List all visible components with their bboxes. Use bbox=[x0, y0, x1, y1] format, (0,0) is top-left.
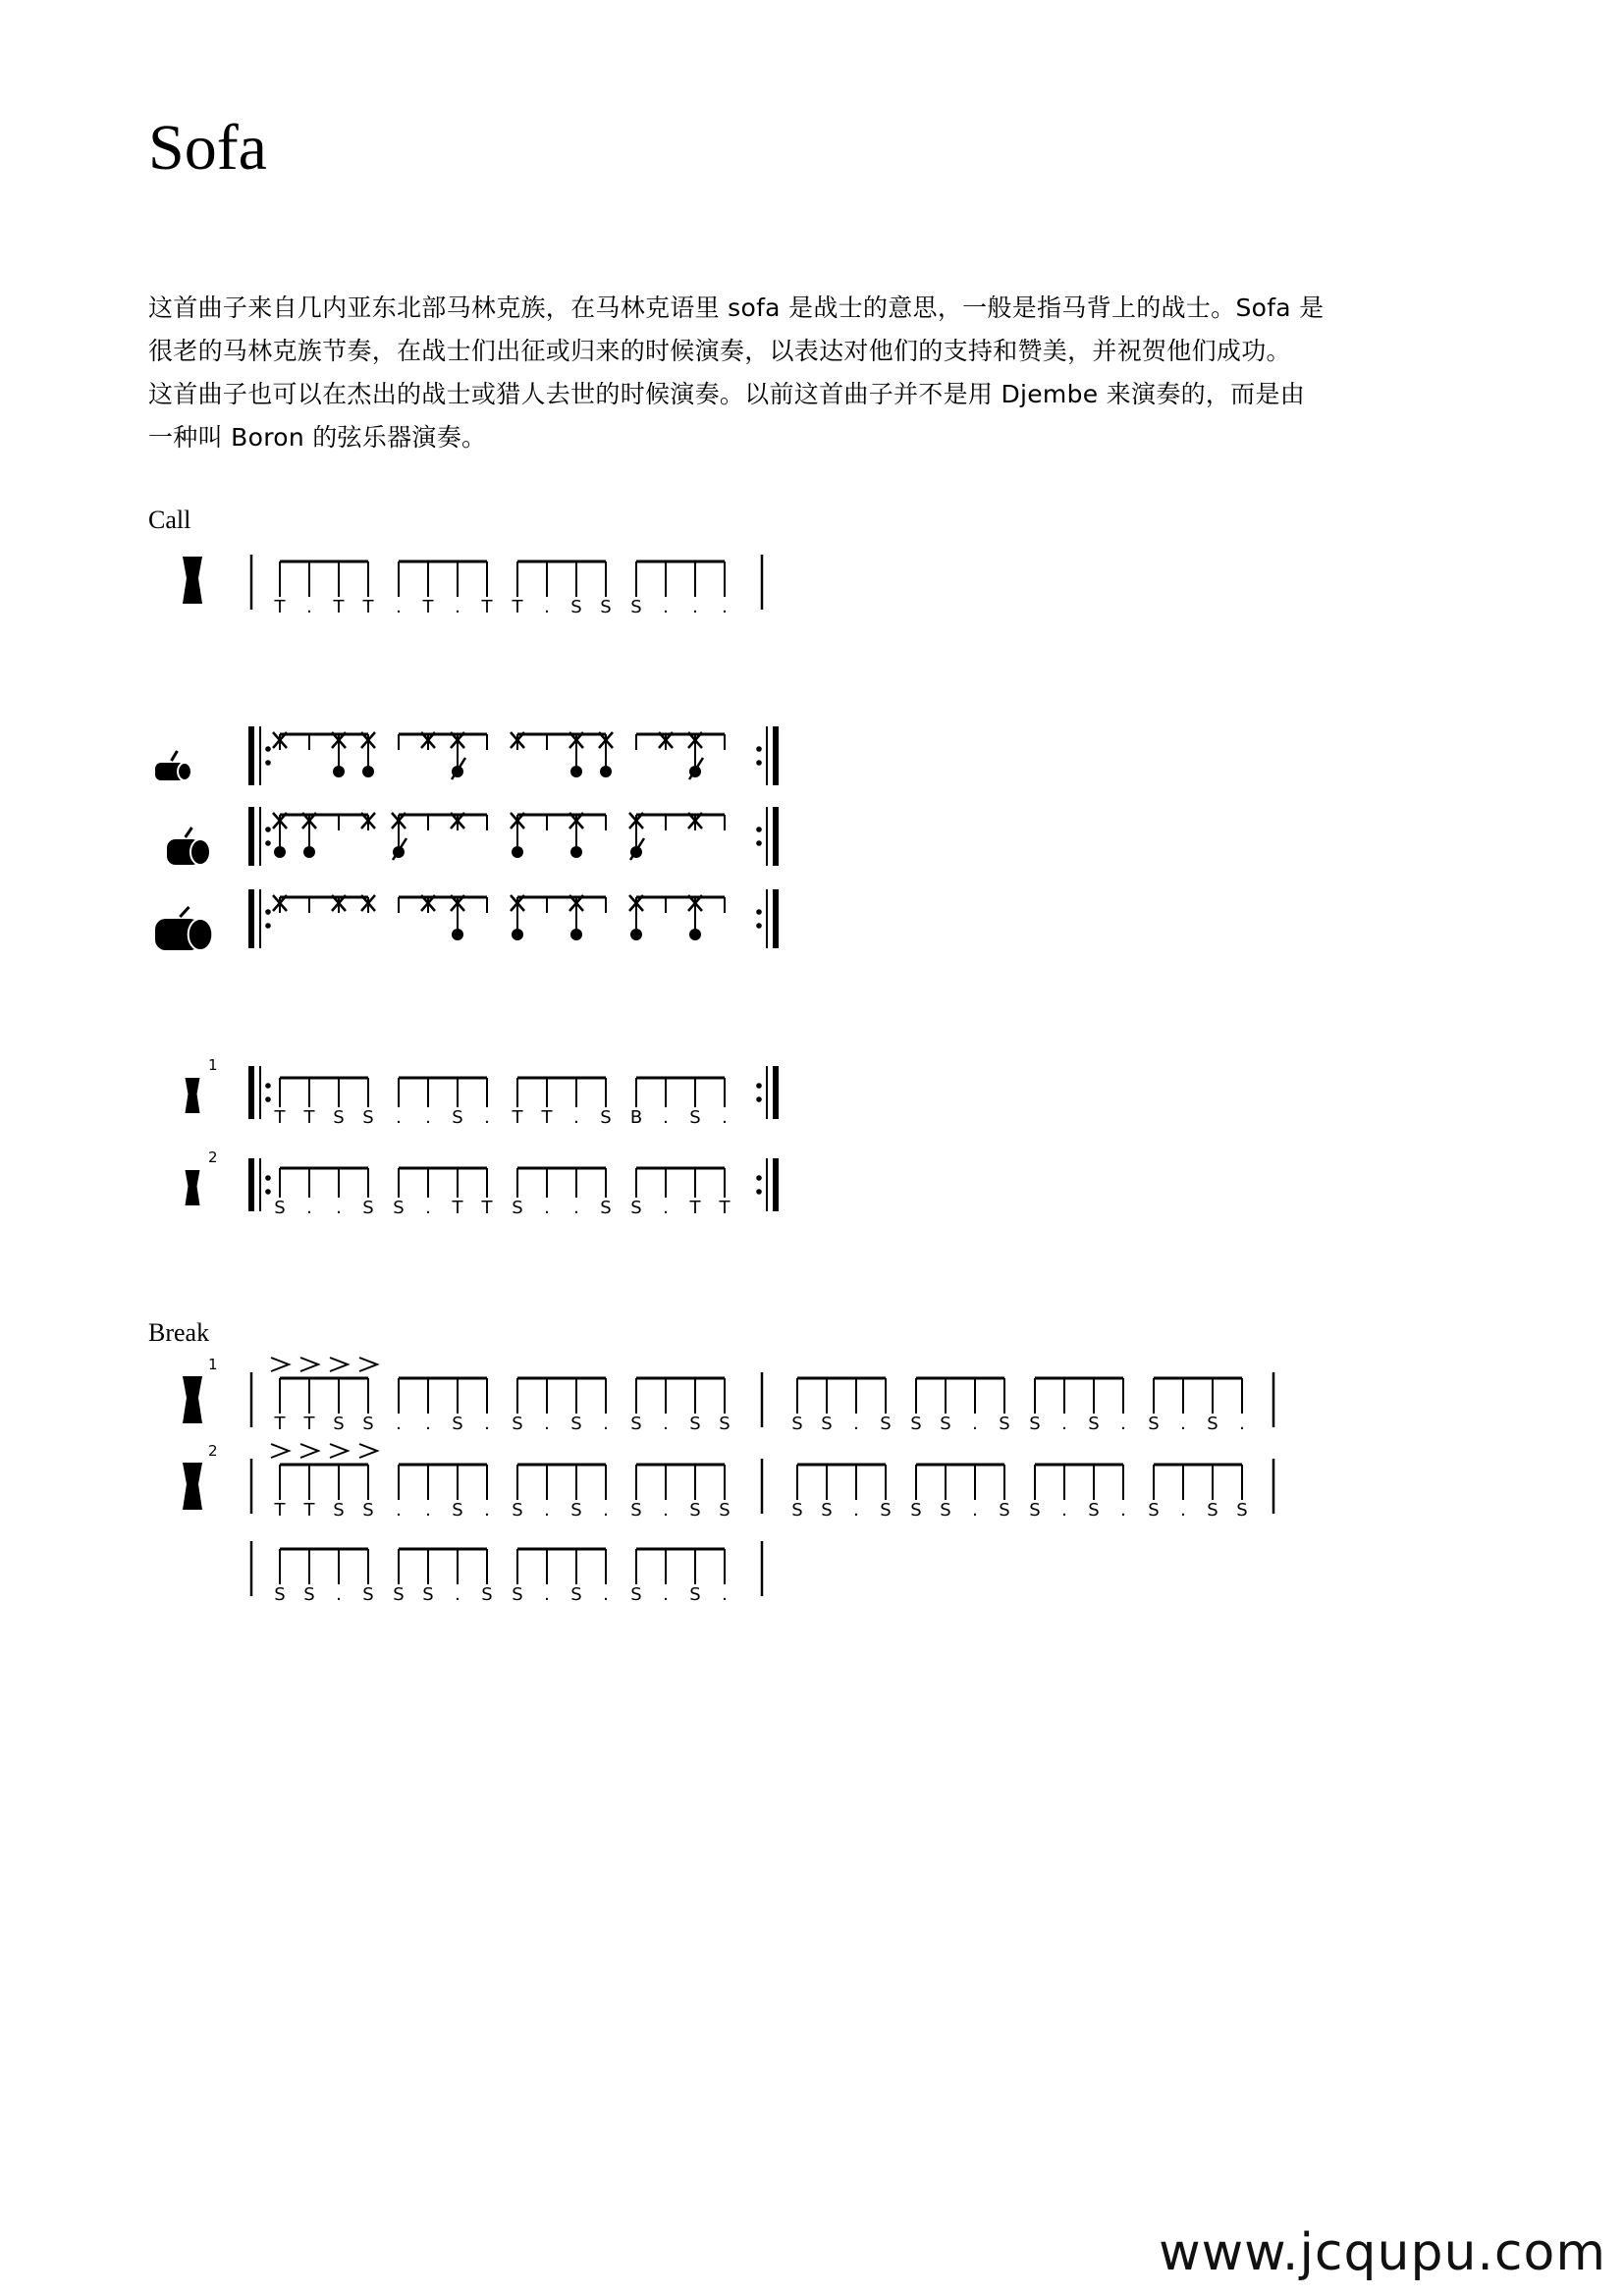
stroke-label: S bbox=[630, 1414, 642, 1434]
stroke-label: . bbox=[853, 1414, 859, 1434]
stroke-label: . bbox=[603, 1414, 609, 1434]
stroke-label: T bbox=[452, 1198, 463, 1218]
stroke-label: S bbox=[600, 1107, 612, 1128]
stroke-label: . bbox=[573, 1107, 579, 1128]
stroke-label: S bbox=[362, 1500, 374, 1521]
stroke-label: T bbox=[274, 1414, 286, 1434]
stroke-label: S bbox=[570, 1584, 582, 1605]
stroke-label: . bbox=[603, 1584, 609, 1605]
stroke-label: S bbox=[1088, 1500, 1100, 1521]
stroke-label: T bbox=[274, 597, 286, 617]
stroke-label: T bbox=[303, 1107, 315, 1128]
stroke-label: T bbox=[541, 1107, 553, 1128]
stroke-label: S bbox=[1029, 1500, 1041, 1521]
stroke-label: . bbox=[972, 1414, 978, 1434]
stroke-label: S bbox=[362, 1584, 374, 1605]
stroke-label: S bbox=[940, 1414, 951, 1434]
open-note bbox=[570, 846, 582, 858]
stroke-label: S bbox=[630, 1584, 642, 1605]
stroke-label: S bbox=[880, 1500, 892, 1521]
accent-mark bbox=[359, 1358, 377, 1371]
open-note bbox=[630, 929, 642, 940]
stroke-label: T bbox=[303, 1500, 315, 1521]
stroke-label: . bbox=[484, 1414, 490, 1434]
kenkeni-icon-stick bbox=[172, 751, 178, 761]
stroke-label: S bbox=[689, 1107, 701, 1128]
open-note bbox=[689, 929, 701, 940]
open-note bbox=[600, 766, 612, 777]
stroke-label: . bbox=[544, 1500, 550, 1521]
repeat-dot bbox=[265, 760, 271, 766]
open-note bbox=[303, 846, 315, 858]
stroke-label: S bbox=[512, 1414, 523, 1434]
stroke-label: S bbox=[333, 1500, 345, 1521]
repeat-dot bbox=[265, 840, 271, 846]
stroke-label: S bbox=[481, 1584, 493, 1605]
open-note bbox=[512, 929, 523, 940]
stroke-label: . bbox=[396, 597, 402, 617]
stroke-label: . bbox=[425, 1107, 431, 1128]
stroke-label: . bbox=[1061, 1500, 1067, 1521]
stroke-label: S bbox=[512, 1500, 523, 1521]
stroke-label: . bbox=[722, 1107, 728, 1128]
stroke-label: S bbox=[600, 1198, 612, 1218]
stroke-label: . bbox=[336, 1198, 342, 1218]
stroke-label: T bbox=[512, 597, 523, 617]
repeat-dot bbox=[756, 1189, 762, 1195]
stroke-label: . bbox=[425, 1198, 431, 1218]
stroke-label: S bbox=[689, 1414, 701, 1434]
dundunba-icon-stick bbox=[180, 907, 189, 917]
djembe-icon bbox=[183, 1376, 202, 1423]
open-note bbox=[570, 929, 582, 940]
stroke-label: S bbox=[333, 1107, 345, 1128]
repeat-dot bbox=[756, 827, 762, 832]
stroke-label: S bbox=[719, 1500, 731, 1521]
stroke-label: S bbox=[452, 1107, 463, 1128]
stroke-label: . bbox=[544, 1414, 550, 1434]
stroke-label: S bbox=[910, 1414, 922, 1434]
stroke-label: . bbox=[1180, 1500, 1186, 1521]
open-note bbox=[362, 766, 374, 777]
watermark: www.jcqupu.com bbox=[1159, 2223, 1606, 2282]
stroke-label: S bbox=[362, 1198, 374, 1218]
stroke-label: . bbox=[972, 1500, 978, 1521]
instrument-number: 1 bbox=[208, 1356, 218, 1373]
intro-line: 很老的马林克族节奏，在战士们出征或归来的时候演奏，以表达对他们的支持和赞美，并祝贺他们成功。 bbox=[148, 337, 1291, 365]
stroke-label: S bbox=[333, 1414, 345, 1434]
open-note bbox=[512, 846, 523, 858]
stroke-label: B bbox=[629, 1107, 643, 1128]
stroke-label: . bbox=[306, 1198, 312, 1218]
stroke-label: T bbox=[274, 1500, 286, 1521]
repeat-dot bbox=[265, 1189, 271, 1195]
stroke-label: S bbox=[689, 1584, 701, 1605]
stroke-label: . bbox=[396, 1414, 402, 1434]
accent-mark bbox=[271, 1444, 289, 1458]
stroke-label: S bbox=[1148, 1500, 1160, 1521]
djembe-icon bbox=[183, 557, 202, 604]
stroke-label: T bbox=[481, 1198, 493, 1218]
stroke-label: . bbox=[1061, 1414, 1067, 1434]
stroke-label: . bbox=[663, 1198, 669, 1218]
repeat-dot bbox=[756, 840, 762, 846]
djembe-icon bbox=[186, 1170, 200, 1205]
stroke-label: . bbox=[663, 1584, 669, 1605]
repeat-dot bbox=[265, 909, 271, 915]
stroke-label: S bbox=[570, 1414, 582, 1434]
page-title: Sofa bbox=[148, 112, 267, 184]
stroke-label: . bbox=[1239, 1414, 1245, 1434]
stroke-label: S bbox=[303, 1584, 315, 1605]
repeat-dot bbox=[265, 1175, 271, 1181]
stroke-label: . bbox=[663, 1500, 669, 1521]
stroke-label: S bbox=[1207, 1414, 1218, 1434]
open-note bbox=[452, 929, 463, 940]
instrument-number: 1 bbox=[208, 1056, 218, 1074]
stroke-label: . bbox=[544, 597, 550, 617]
intro-line: 这首曲子也可以在杰出的战士或猎人去世的时候演奏。以前这首曲子并不是用 Djembe 来演奏的，而是由 bbox=[148, 380, 1306, 408]
accent-mark bbox=[359, 1444, 377, 1458]
accent-mark bbox=[330, 1358, 348, 1371]
djembe-icon bbox=[186, 1078, 200, 1113]
repeat-dot bbox=[265, 746, 271, 752]
stroke-label: S bbox=[821, 1414, 833, 1434]
stroke-label: . bbox=[455, 1584, 460, 1605]
stroke-label: S bbox=[362, 1107, 374, 1128]
stroke-label: S bbox=[512, 1198, 523, 1218]
repeat-dot bbox=[756, 746, 762, 752]
stroke-label: . bbox=[692, 597, 698, 617]
stroke-label: S bbox=[791, 1414, 803, 1434]
stroke-label: T bbox=[512, 1107, 523, 1128]
stroke-label: S bbox=[791, 1500, 803, 1521]
stroke-label: S bbox=[274, 1198, 286, 1218]
repeat-dot bbox=[265, 1096, 271, 1102]
stroke-label: . bbox=[663, 1414, 669, 1434]
stroke-label: S bbox=[940, 1500, 951, 1521]
open-note bbox=[274, 846, 286, 858]
stroke-label: . bbox=[722, 597, 728, 617]
dundunba-icon-head bbox=[189, 919, 213, 950]
stroke-label: . bbox=[396, 1500, 402, 1521]
stroke-label: S bbox=[999, 1414, 1010, 1434]
stroke-label: . bbox=[484, 1500, 490, 1521]
repeat-dot bbox=[756, 760, 762, 766]
stroke-label: S bbox=[630, 597, 642, 617]
stroke-label: S bbox=[719, 1414, 731, 1434]
stroke-label: . bbox=[544, 1198, 550, 1218]
stroke-label: S bbox=[512, 1584, 523, 1605]
repeat-dot bbox=[756, 923, 762, 929]
stroke-label: . bbox=[425, 1500, 431, 1521]
accent-mark bbox=[271, 1358, 289, 1371]
stroke-label: S bbox=[570, 1500, 582, 1521]
stroke-label: S bbox=[910, 1500, 922, 1521]
stroke-label: S bbox=[630, 1198, 642, 1218]
stroke-label: S bbox=[452, 1500, 463, 1521]
stroke-label: . bbox=[603, 1500, 609, 1521]
stroke-label: S bbox=[393, 1198, 405, 1218]
stroke-label: S bbox=[362, 1414, 374, 1434]
repeat-dot bbox=[265, 1083, 271, 1089]
stroke-label: T bbox=[481, 597, 493, 617]
repeat-dot bbox=[756, 1096, 762, 1102]
stroke-label: S bbox=[1236, 1500, 1248, 1521]
stroke-label: S bbox=[422, 1584, 434, 1605]
kenkeni-icon-head bbox=[178, 763, 191, 780]
stroke-label: S bbox=[600, 597, 612, 617]
stroke-label: . bbox=[1180, 1414, 1186, 1434]
stroke-label: . bbox=[544, 1584, 550, 1605]
repeat-dot bbox=[756, 909, 762, 915]
stroke-label: S bbox=[880, 1414, 892, 1434]
open-note bbox=[333, 766, 345, 777]
stroke-label: S bbox=[452, 1414, 463, 1434]
stroke-label: . bbox=[1120, 1500, 1126, 1521]
instrument-number: 2 bbox=[208, 1442, 218, 1460]
stroke-label: T bbox=[333, 597, 345, 617]
stroke-label: . bbox=[396, 1107, 402, 1128]
stroke-label: . bbox=[484, 1107, 490, 1128]
repeat-dot bbox=[265, 827, 271, 832]
open-note bbox=[570, 766, 582, 777]
djembe-icon bbox=[183, 1463, 202, 1510]
repeat-dot bbox=[756, 1083, 762, 1089]
stroke-label: . bbox=[663, 597, 669, 617]
repeat-dot bbox=[265, 923, 271, 929]
stroke-label: . bbox=[722, 1584, 728, 1605]
stroke-label: . bbox=[1120, 1414, 1126, 1434]
stroke-label: S bbox=[1207, 1500, 1218, 1521]
repeat-dot bbox=[756, 1175, 762, 1181]
stroke-label: . bbox=[853, 1500, 859, 1521]
stroke-label: T bbox=[422, 597, 434, 617]
accent-mark bbox=[330, 1444, 348, 1458]
stroke-label: S bbox=[689, 1500, 701, 1521]
instrument-number: 2 bbox=[208, 1148, 218, 1166]
stroke-label: . bbox=[336, 1584, 342, 1605]
stroke-label: S bbox=[393, 1584, 405, 1605]
stroke-label: T bbox=[303, 1414, 315, 1434]
stroke-label: S bbox=[630, 1500, 642, 1521]
accent-mark bbox=[300, 1444, 318, 1458]
stroke-label: T bbox=[719, 1198, 731, 1218]
stroke-label: . bbox=[455, 597, 460, 617]
stroke-label: S bbox=[821, 1500, 833, 1521]
stroke-label: . bbox=[663, 1107, 669, 1128]
stroke-label: S bbox=[570, 597, 582, 617]
break-label: Break bbox=[148, 1318, 210, 1347]
stroke-label: T bbox=[362, 597, 374, 617]
stroke-label: . bbox=[425, 1414, 431, 1434]
accent-mark bbox=[300, 1358, 318, 1371]
stroke-label: . bbox=[306, 597, 312, 617]
call-label: Call bbox=[148, 506, 191, 534]
stroke-label: T bbox=[689, 1198, 701, 1218]
sangban-icon-stick bbox=[186, 828, 192, 837]
intro-line: 一种叫 Boron 的弦乐器演奏。 bbox=[148, 423, 487, 452]
stroke-label: S bbox=[1029, 1414, 1041, 1434]
sangban-icon-head bbox=[190, 839, 210, 865]
intro-line: 这首曲子来自几内亚东北部马林克族，在马林克语里 sofa 是战士的意思，一般是指马背上的战士。Sofa 是 bbox=[148, 294, 1325, 322]
stroke-label: S bbox=[999, 1500, 1010, 1521]
stroke-label: S bbox=[274, 1584, 286, 1605]
stroke-label: S bbox=[1148, 1414, 1160, 1434]
stroke-label: S bbox=[1088, 1414, 1100, 1434]
stroke-label: T bbox=[274, 1107, 286, 1128]
stroke-label: . bbox=[573, 1198, 579, 1218]
